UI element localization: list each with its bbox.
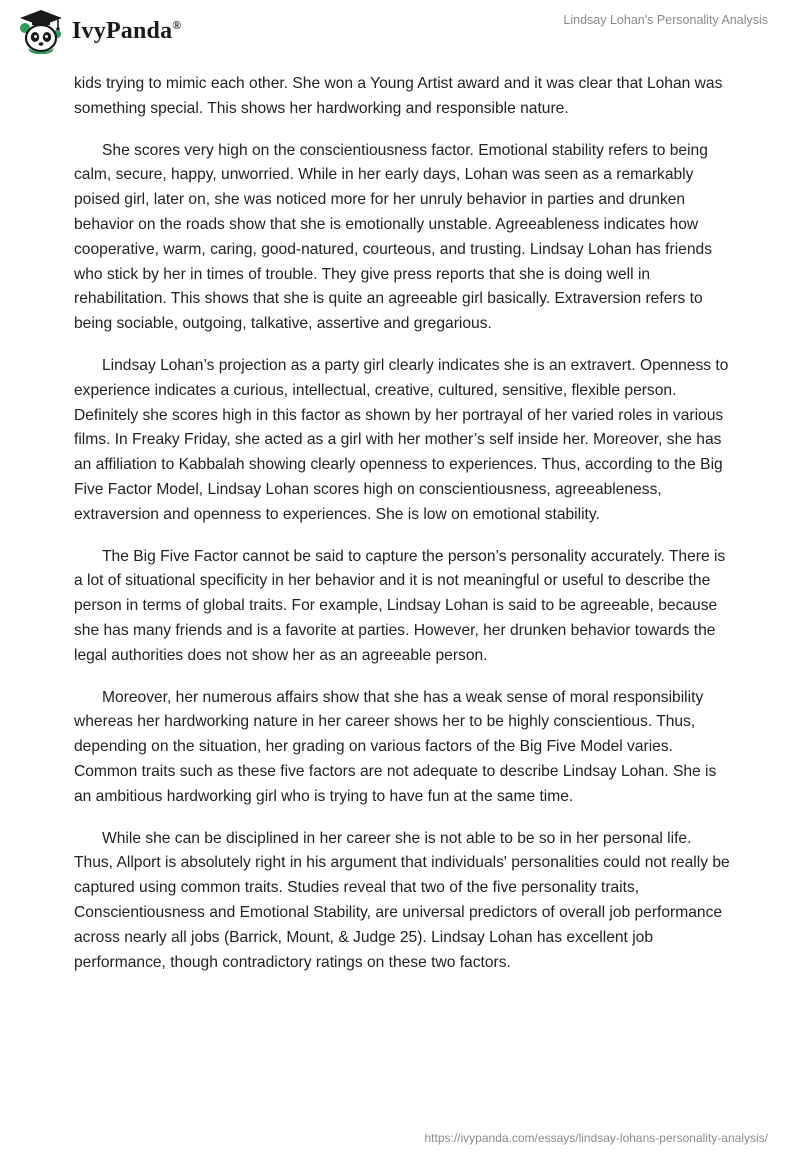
paragraph: The Big Five Factor cannot be said to capture the person’s personality accurately. There is a lot of situational specificity in her behavior and it is not meaningful or useful to describe the person in terms of global traits. For example, Lindsay Lohan is said to be agreeable, because she has many friends and is a favorite at parties. However, her drunken behavior towards the legal authorities does not show her as an agreeable person. [74,547,726,664]
document-title: Lindsay Lohan's Personality Analysis [563,13,768,27]
paragraph: Lindsay Lohan’s projection as a party girl clearly indicates she is an extravert. Openness to experience indicates a curious, intellectual, creative, cultured, sensitive, flexible person. Definitely she scores high in this factor as shown by her portrayal of her varied roles in various films. In Freaky Friday, she acted as a girl with her mother’s self inside her. Moreover, she has an affiliation to Kabbalah showing clearly openness to experiences. Thus, according to the Big Five Factor Model, Lindsay Lohan scores high on conscientiousness, agreeableness, extraversion and openness to experiences. She is low on emotional stability. [74,356,729,523]
registered-mark: ® [172,17,182,32]
paragraph: Moreover, her numerous affairs show that she has a weak sense of moral responsibility whereas her hardworking nature in her career shows her to be highly conscientious. Thus, depending on the situation, her grading on various factors of the Big Five Model varies. Common traits such as these five factors are not adequate to describe Lindsay Lohan. She is an ambitious hardworking girl who is trying to have fun at the same time. [74,688,717,805]
source-url[interactable]: https://ivypanda.com/essays/lindsay-lohans-personality-analysis/ [424,1131,768,1145]
paragraph: While she can be disciplined in her career she is not able to be so in her personal life. Thus, Allport is absolutely right in his argument that individuals' personalities could not really be captured using common traits. Studies reveal that two of the five personality traits, Conscientiousness and Emotional Stability, are universal predictors of overall job performance across nearly all jobs (Barrick, Mount, & Judge 25). Lindsay Lohan has excellent job performance, though contradictory ratings on these two factors. [74,829,730,971]
paragraph: kids trying to mimic each other. She won a Young Artist award and it was clear that Lohan was something special. This shows her hardworking and responsible nature. [74,75,723,117]
ivypanda-logo[interactable] [16,8,181,54]
paragraph: She scores very high on the conscientiousness factor. Emotional stability refers to being calm, secure, happy, unworried. While in her early days, Lohan was seen as a remarkably poised girl, later on, she was noticed more for her unruly behavior in parties and drunken behavior on the roads show that she is emotionally unstable. Agreeableness indicates how cooperative, warm, caring, good-natured, courteous, and trusting. Lindsay Lohan has friends who stick by her in times of trouble. They give press reports that she is doing well in rehabilitation. This shows that she is quite an agreeable girl basically. Extraversion refers to being sociable, outgoing, talkative, assertive and gregarious. [74,141,712,333]
brand-name: IvyPanda® [72,17,182,44]
page-header [0,0,800,62]
essay-body [74,72,734,992]
panda-graduate-icon [16,8,66,54]
